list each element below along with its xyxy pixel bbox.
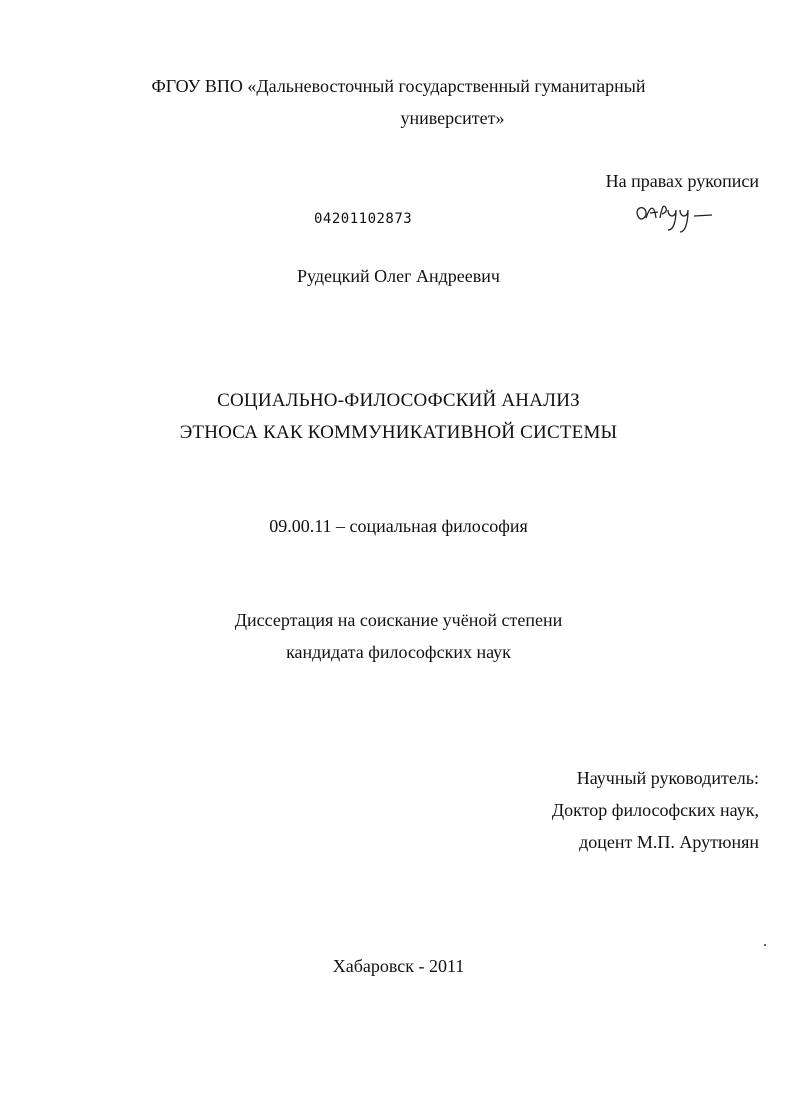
institution-line-2: университет» xyxy=(400,108,505,128)
specialty: 09.00.11 – социальная философия xyxy=(269,516,528,536)
title-line-2: ЭТНОСА КАК КОММУНИКАТИВНОЙ СИСТЕМЫ xyxy=(179,422,618,443)
title-line-1: СОЦИАЛЬНО-ФИЛОСОФСКИЙ АНАЛИЗ xyxy=(217,390,580,411)
city-year: Хабаровск - 2011 xyxy=(332,956,465,976)
degree-line-2: кандидата философских наук xyxy=(286,642,511,662)
speck-mark xyxy=(764,944,766,946)
registration-number: 04201102873 xyxy=(314,211,413,227)
handwritten-signature xyxy=(632,196,718,236)
manuscript-rights: На правах рукописи xyxy=(605,171,759,191)
supervisor-name: доцент М.П. Арутюнян xyxy=(579,832,759,852)
author-name: Рудецкий Олег Андреевич xyxy=(297,266,500,286)
institution-line-1: ФГОУ ВПО «Дальневосточный государственный гуманитарный xyxy=(151,76,646,96)
degree-line-1: Диссертация на соискание учёной степени xyxy=(234,610,563,630)
supervisor-degree: Доктор философских наук, xyxy=(551,800,759,820)
supervisor-label: Научный руководитель: xyxy=(576,768,759,788)
